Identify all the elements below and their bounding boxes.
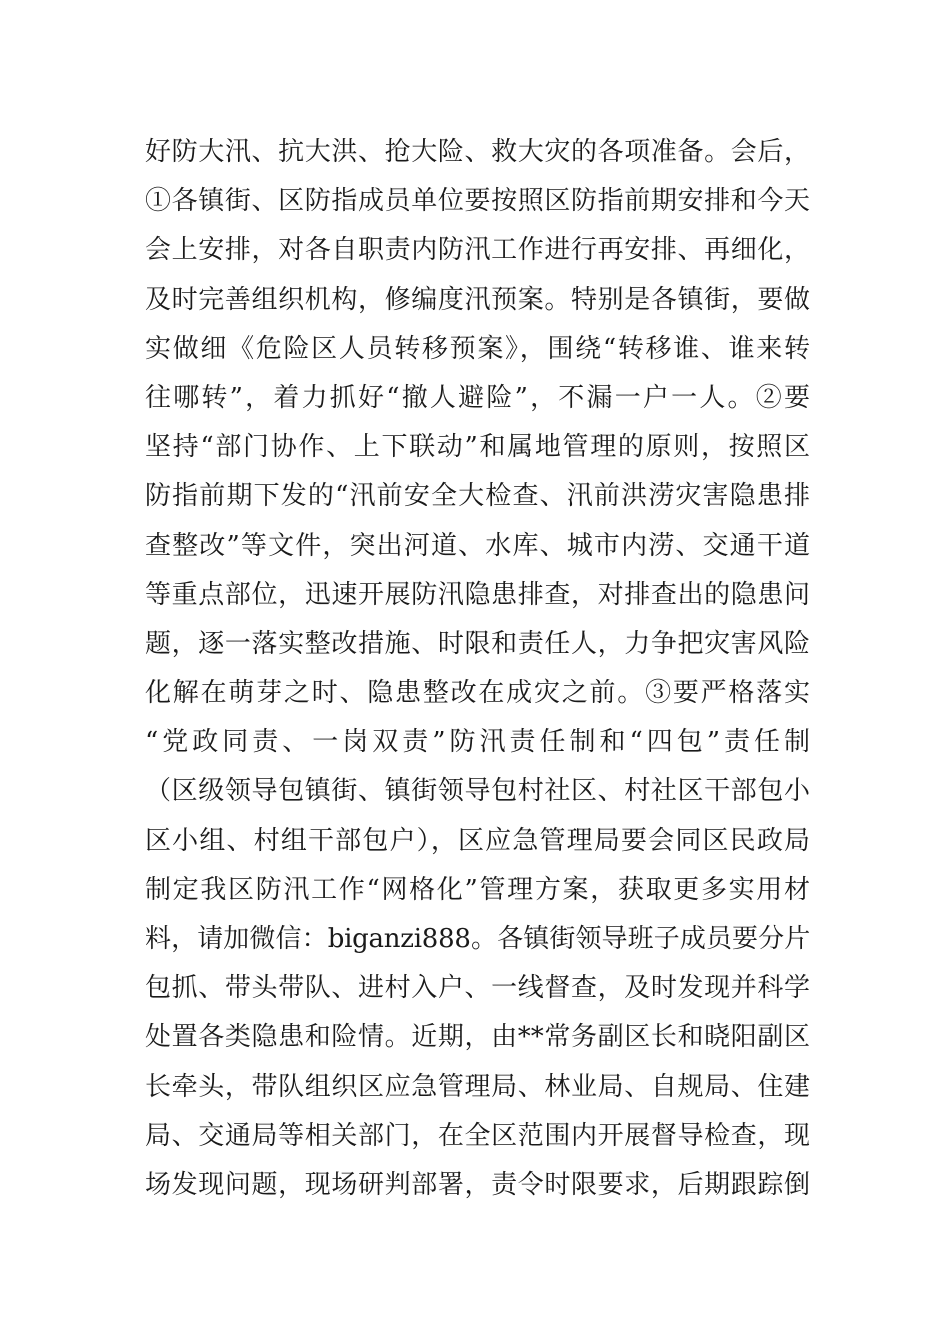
text-line: 局、交通局等相关部门，在全区范围内开展督导检查，现 xyxy=(145,1120,810,1151)
text-line: 题，逐一落实整改措施、时限和责任人，力争把灾害风险 xyxy=(145,628,810,659)
text-line: ①各镇街、区防指成员单位要按照区防指前期安排和今天 xyxy=(145,186,810,217)
text-line: 制定我区防汛工作“网格化”管理方案，获取更多实用材 xyxy=(145,874,810,905)
text-line: 查整改”等文件，突出河道、水库、城市内涝、交通干道 xyxy=(145,530,810,561)
text-line: 等重点部位，迅速开展防汛隐患排查，对排查出的隐患问 xyxy=(145,579,810,610)
text-line: 好防大汛、抗大洪、抢大险、救大灾的各项准备。会后， xyxy=(145,137,810,167)
text-line: 包抓、带头带队、进村入户、一线督查，及时发现并科学 xyxy=(145,973,810,1004)
text-line: 场发现问题，现场研判部署，责令时限要求，后期跟踪倒 xyxy=(145,1169,810,1200)
text-line: 防指前期下发的“汛前安全大检查、汛前洪涝灾害隐患排 xyxy=(145,481,810,512)
text-line: 化解在萌芽之时、隐患整改在成灾之前。③要严格落实 xyxy=(145,678,810,709)
text-line: 长牵头，带队组织区应急管理局、林业局、自规局、住建 xyxy=(145,1071,810,1102)
text-line: 及时完善组织机构，修编度汛预案。特别是各镇街，要做 xyxy=(145,284,810,315)
text-line: 会上安排，对各自职责内防汛工作进行再安排、再细化， xyxy=(145,235,810,266)
text-line: （区级领导包镇街、镇街领导包村社区、村社区干部包小 xyxy=(145,776,810,807)
text-line: 往哪转”，着力抓好“撤人避险”，不漏一户一人。②要 xyxy=(145,382,810,413)
text-line: 处置各类隐患和险情。近期，由**常务副区长和晓阳副区 xyxy=(145,1022,810,1053)
text-line: 坚持“部门协作、上下联动”和属地管理的原则，按照区 xyxy=(145,432,810,463)
text-line: 料，请加微信：biganzi888。各镇街领导班子成员要分片 xyxy=(145,924,810,954)
text-line: 实做细《危险区人员转移预案》，围绕“转移谁、谁来转 xyxy=(145,333,810,364)
text-line: “党政同责、一岗双责”防汛责任制和“四包”责任制 xyxy=(145,727,810,758)
body-text xyxy=(145,128,810,1210)
text-line: 区小组、村组干部包户），区应急管理局要会同区民政局 xyxy=(145,825,810,856)
